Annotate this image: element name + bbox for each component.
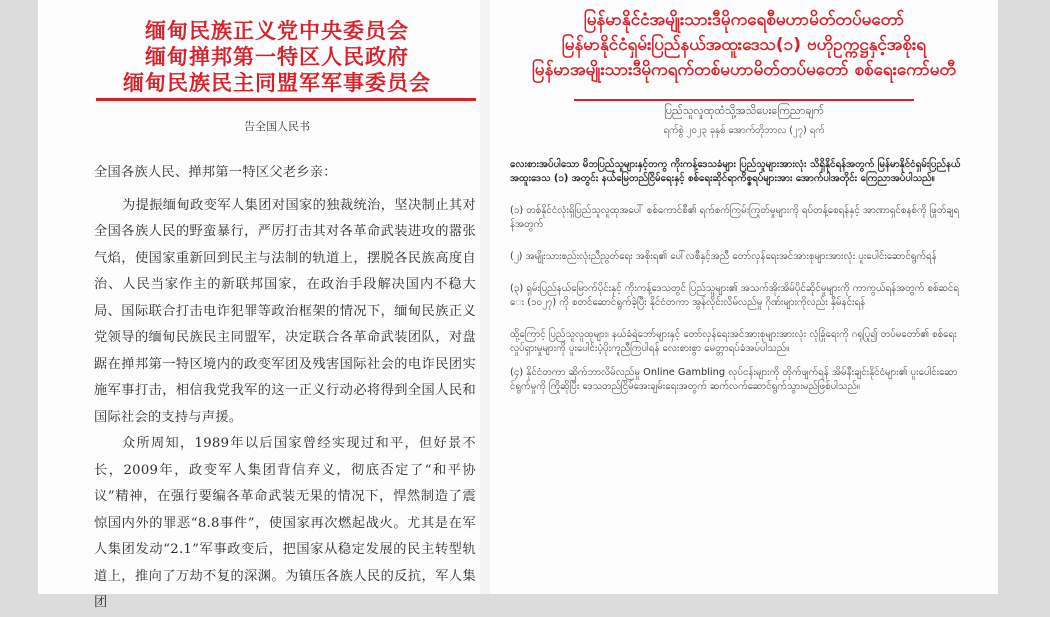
- right-header-line-1: မြန်မာနိုင်ငံအမျိုးသားဒီမိုကရေစီမဟာမိတ်တပ်မတော်: [583, 10, 905, 30]
- left-header-line-1: 缅甸民族正义党中央委员会: [145, 18, 409, 43]
- right-document-body: [510, 158, 962, 412]
- right-paragraph-intro: လေးစားအပ်ပါသော မိဘပြည်သူများနှင့်တကွ ကိုးကန့်ဒေသခံများ ပြည်သူများအားလုံး သိရှိနိုင်ရန်အတွက် မြန်မာနိုင်ငံရှမ်းပြည်နယ်အထူးဒေသ (၁) အတွင်း နယ်မြေတည်ငြိမ်ရေးနှင့် စစ်ရေးဆိုင်ရာကိစ္စရပ်များအား အောက်ပါအတိုင်း ကြေညာအပ်ပါသည်။: [510, 159, 961, 184]
- right-document-subtitle: ပြည်သူလူထုထံသို့အသိပေးကြေညာချက်: [663, 104, 825, 117]
- left-salutation: 全国各族人民、掸邦第一特区父老乡亲：: [94, 165, 337, 180]
- right-document-header: [490, 8, 998, 83]
- right-header-line-2: မြန်မာနိုင်ငံရှမ်းပြည်နယ်အထူးဒေသ(၁) ဗဟိုဥက္ကဋ္ဌနှင့်အစိုးရ: [561, 35, 927, 55]
- left-paragraph-2: 众所周知，1989年以后国家曾经实现过和平，但好景不长，2009年，政变军人集团背信弃义，彻底否定了“和平协议”精神，在强行要编各革命武装无果的情况下，悍然制造了震惊国内外的罪恶“8.8事件”，使国家再次燃起战火。尤其是在军人集团发动“2.1”军事政变后，把国家从稳定发展的民主转型轨道上，推向了万劫不复的深渊。为镇压各族人民的反抗，军人集团: [94, 436, 476, 610]
- left-document-subtitle: 告全国人民书: [244, 120, 310, 133]
- right-paragraph-1: (၁) တစ်နိုင်ငံလုံးရှိပြည်သူလူထုအပေါ် စစ်ကောင်စီ၏ ရက်စက်ကြမ်းကြုတ်မှုများကို ရပ်တန့်စေရန်နှင့် အာဏာရှင်စနစ်ကို ဖြုတ်ချရန်အတွက်: [510, 205, 960, 230]
- left-header-line-2: 缅甸掸邦第一特区人民政府: [145, 44, 409, 69]
- left-document-header: [38, 18, 516, 96]
- right-header-divider: [574, 99, 914, 101]
- left-paragraph-1: 为提振缅甸政变军人集团对国家的独裁统治，坚决制止其对全国各族人民的野蛮暴行，严厉打击其对各革命武装进攻的嚣张气焰，使国家重新回到民主与法制的轨道上，摆脱各民族高度自治、人民当家作主的新联邦国家，在政治手段解决国内不稳大局、国际联合打击电诈犯罪等政治框架的情况下，缅甸民族正义党领导的缅甸民族民主同盟军，决定联合各革命武装团队，对盘踞在掸邦第一特区境内的政变军团及残害国际社会的电诈民团实施军事打击，相信我党我军的这一正义行动必将得到全国人民和国际社会的支持与声援。: [94, 197, 476, 425]
- right-header-line-3: မြန်မာအမျိုးသားဒီမိုကရက်တစ်မဟာမိတ်တပ်မတော် စစ်ရေးကော်မတီ: [531, 60, 957, 80]
- right-paragraph-4: ထို့ကြောင့် ပြည်သူလူထုများ၊ နယ်ခံရဲဘော်များနှင့် တော်လှန်ရေးအင်အားစုများအားလုံး လုံခြုံရေးကို ဂရုပြု၍ တပ်မတော်၏ စစ်ရေးလှုပ်ရှားမှုများကို ပူးပေါင်းပံ့ပိုးကူညီကြပါရန် လေးစားစွာ မေတ္တာရပ်ခံအပ်ပါသည်။: [510, 329, 957, 354]
- left-header-divider: [96, 98, 476, 101]
- right-paragraph-5: (၄) နိုင်ငံတကာ ဆိုက်ဘာလိမ်လည်မှု Online Gambling လုပ်ငန်းများကို တိုက်ဖျက်ရန် အိမ်နီးချင်းနိုင်ငံများ၏ ပူးပေါင်းဆောင်ရွက်မှုကို ကြိုဆိုပြီး ဒေသတည်ငြိမ်အေးချမ်းရေးအတွက် ဆက်လက်ဆောင်ရွက်သွားမည်ဖြစ်ပါသည်။: [510, 367, 958, 392]
- left-header-line-3: 缅甸民族民主同盟军军事委员会: [123, 70, 431, 95]
- left-document-body: [94, 160, 476, 617]
- right-document-date: ရက်စွဲ ၂၀၂၃ ခုနှစ် အောက်တိုဘာလ (၂၇) ရက်: [663, 125, 825, 136]
- left-document-page: [38, 0, 516, 610]
- right-document-page: [490, 0, 998, 594]
- right-paragraph-3: (၃) ရှမ်းပြည်နယ်မြောက်ပိုင်းနှင့် ကိုးကန့်ဒေသတွင် ပြည်သူများ၏ အသက်အိုးအိမ်ပိုင်ဆိုင်မှုများကို ကာကွယ်ရန်အတွက် စစ်ဆင်ရေး (၁၀၂၇) ကို စတင်ဆောင်ရွက်ခဲ့ပြီး နိုင်ငံတကာ အွန်လိုင်းလိမ်လည်မှု ဂိုဏ်းများကိုလည်း နှိမ်နင်းရန်: [510, 283, 959, 308]
- right-paragraph-2: (၂) အမျိုးသားစည်းလုံးညီညွတ်ရေး အစိုးရ၏ ပေါ်လစီနှင့်အညီ တော်လှန်ရေးအင်အားစုများအားလုံး ပူးပေါင်းဆောင်ရွက်ရန်: [510, 251, 937, 262]
